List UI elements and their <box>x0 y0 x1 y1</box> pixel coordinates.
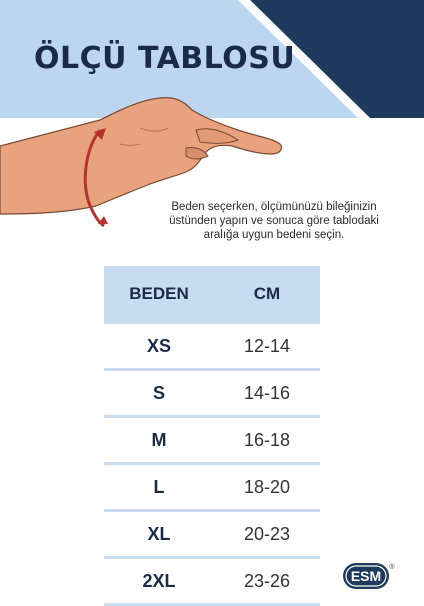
cm-cell: 14-16 <box>214 370 320 417</box>
size-cell: S <box>104 370 214 417</box>
cm-cell: 16-18 <box>214 417 320 464</box>
table-row <box>104 370 320 417</box>
registered-mark: ® <box>389 564 395 571</box>
table-row <box>104 558 320 605</box>
size-chart-table <box>104 266 320 606</box>
cm-cell: 23-26 <box>214 558 320 605</box>
size-cell: 2XL <box>104 558 214 605</box>
cm-cell: 20-23 <box>214 511 320 558</box>
column-header-size: BEDEN <box>104 266 214 323</box>
size-cell: L <box>104 464 214 511</box>
cm-cell: 18-20 <box>214 464 320 511</box>
page-title: ÖLÇÜ TABLOSU <box>34 41 296 76</box>
table-row <box>104 511 320 558</box>
esm-logo <box>341 560 397 592</box>
instruction-text: Beden seçerken, ölçümünüzü bileğinizin üstünden yapın ve sonuca göre tablodaki aralığa uygun bedeni seçin. <box>169 201 379 241</box>
table-row <box>104 323 320 370</box>
cm-cell: 12-14 <box>214 323 320 370</box>
table-header-row <box>104 266 320 323</box>
table-row <box>104 464 320 511</box>
table-row <box>104 417 320 464</box>
column-header-cm: CM <box>214 266 320 323</box>
size-cell: XS <box>104 323 214 370</box>
size-cell: XL <box>104 511 214 558</box>
logo-text: ESM <box>350 568 382 584</box>
size-cell: M <box>104 417 214 464</box>
